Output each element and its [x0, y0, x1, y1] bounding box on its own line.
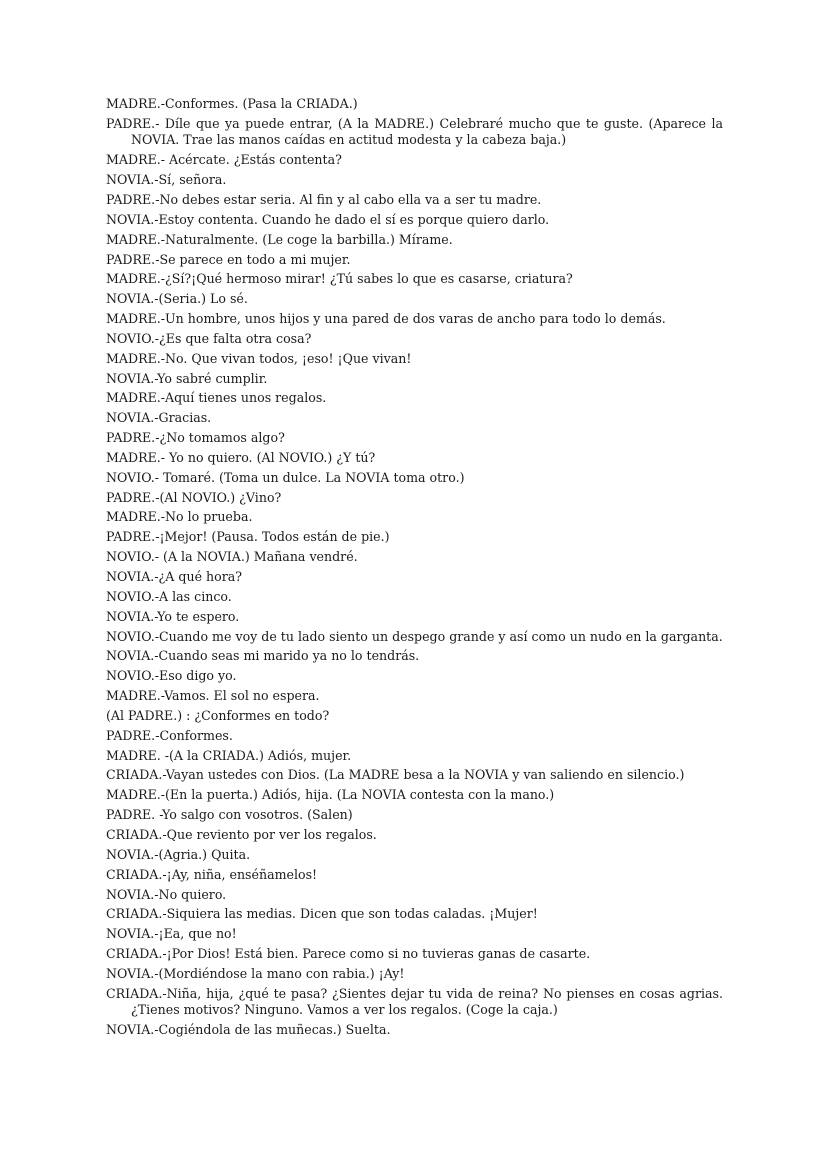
dialogue-line: PADRE.-¡Mejor! (Pausa. Todos están de pie.) [106, 529, 390, 545]
dialogue-line: MADRE.-Aquí tienes unos regalos. [106, 390, 327, 406]
dialogue-line: MADRE.-(En la puerta.) Adiós, hija. (La NOVIA contesta con la mano.) [106, 787, 555, 803]
dialogue-line: CRIADA.-¡Por Dios! Está bien. Parece como si no tuvieras ganas de casarte. [106, 946, 591, 962]
dialogue-line: MADRE.-Conformes. (Pasa la CRIADA.) [106, 96, 358, 111]
dialogue-line: NOVIA.-(Mordiéndose la mano con rabia.) ¡Ay! [106, 965, 405, 981]
dialogue-line: MADRE.-Un hombre, unos hijos y una pared de dos varas de ancho para todo lo demás. [106, 311, 666, 327]
dialogue-line: MADRE.-Vamos. El sol no espera. [106, 688, 320, 704]
dialogue-line: NOVIA.-¡Ea, que no! [106, 926, 237, 942]
dialogue-line: PADRE.-Conformes. [106, 727, 233, 743]
dialogue-line: NOVIA.-(Agria.) Quita. [106, 846, 251, 862]
dialogue-line: MADRE.- Yo no quiero. (Al NOVIO.) ¿Y tú? [106, 449, 376, 465]
dialogue-line: NOVIA.-(Seria.) Lo sé. [106, 291, 248, 307]
document-page [106, 96, 723, 1042]
dialogue-line: NOVIA.-Yo sabré cumplir. [106, 370, 268, 386]
dialogue-line: NOVIA.-Cuando seas mi marido ya no lo tendrás. [106, 648, 420, 664]
dialogue-line: PADRE.-Se parece en todo a mi mujer. [106, 251, 351, 267]
dialogue-line: NOVIO.- Tomaré. (Toma un dulce. La NOVIA toma otro.) [106, 469, 465, 485]
dialogue-line: PADRE.-(Al NOVIO.) ¿Vino? [106, 489, 282, 505]
dialogue-line: MADRE.-¿Sí?¡Qué hermoso mirar! ¿Tú sabes lo que es casarse, criatura? [106, 271, 573, 287]
dialogue-line: NOVIO.-A las cinco. [106, 588, 232, 604]
dialogue-line: MADRE.-No lo prueba. [106, 509, 253, 525]
dialogue-line: NOVIO.- (A la NOVIA.) Mañana vendré. [106, 549, 358, 565]
dialogue-line: PADRE.-No debes estar seria. Al fin y al cabo ella va a ser tu madre. [106, 191, 542, 207]
dialogue-line: CRIADA.-Siquiera las medias. Dicen que son todas caladas. ¡Mujer! [106, 906, 538, 922]
dialogue-line: CRIADA.-Que reviento por ver los regalos. [106, 826, 377, 842]
dialogue-line: NOVIA.-No quiero. [106, 886, 227, 902]
dialogue-line: PADRE.-¿No tomamos algo? [106, 430, 285, 446]
dialogue-line: NOVIA.-Gracias. [106, 410, 212, 426]
dialogue-line: MADRE.-No. Que vivan todos, ¡eso! ¡Que vivan! [106, 350, 412, 366]
dialogue-line: MADRE.- Acércate. ¿Estás contenta? [106, 152, 342, 168]
dialogue-line: NOVIO.-Eso digo yo. [106, 668, 237, 684]
dialogue-line: CRIADA.-Niña, hija, ¿qué te pasa? ¿Sientes dejar tu vida de reina? No pienses en cosas agrias. ¿Tienes motivos? Ninguno. Vamos a ver los regalos. (Coge la caja.) [106, 985, 723, 1018]
stage-direction-line: (Al PADRE.) : ¿Conformes en todo? [106, 707, 330, 723]
dialogue-line: CRIADA.-Vayan ustedes con Dios. (La MADRE besa a la NOVIA y van saliendo en silencio.) [106, 767, 685, 783]
dialogue-line: PADRE. -Yo salgo con vosotros. (Salen) [106, 807, 353, 823]
dialogue-line: NOVIO.-Cuando me voy de tu lado siento un despego grande y así como un nudo en la garganta. [106, 628, 723, 644]
dialogue-line: NOVIA.-¿A qué hora? [106, 569, 242, 584]
dialogue-line: NOVIA.-Cogiéndola de las muñecas.) Suelta. [106, 1022, 391, 1038]
dialogue-line: MADRE.-Naturalmente. (Le coge la barbilla.) Mírame. [106, 231, 453, 247]
dialogue-line: CRIADA.-¡Ay, niña, enséñamelos! [106, 866, 318, 882]
dialogue-line: NOVIA.-Yo te espero. [106, 608, 240, 624]
dialogue-line: MADRE. -(A la CRIADA.) Adiós, mujer. [106, 747, 352, 763]
dialogue-line: NOVIO.-¿Es que falta otra cosa? [106, 330, 312, 346]
dialogue-line: NOVIA.-Sí, señora. [106, 172, 227, 188]
dialogue-line: PADRE.- Díle que ya puede entrar, (A la MADRE.) Celebraré mucho que te guste. (Aparece la NOVIA. Trae las manos caídas en actitud modesta y la cabeza baja.) [106, 115, 723, 148]
dialogue-line: NOVIA.-Estoy contenta. Cuando he dado el sí es porque quiero darlo. [106, 211, 550, 227]
